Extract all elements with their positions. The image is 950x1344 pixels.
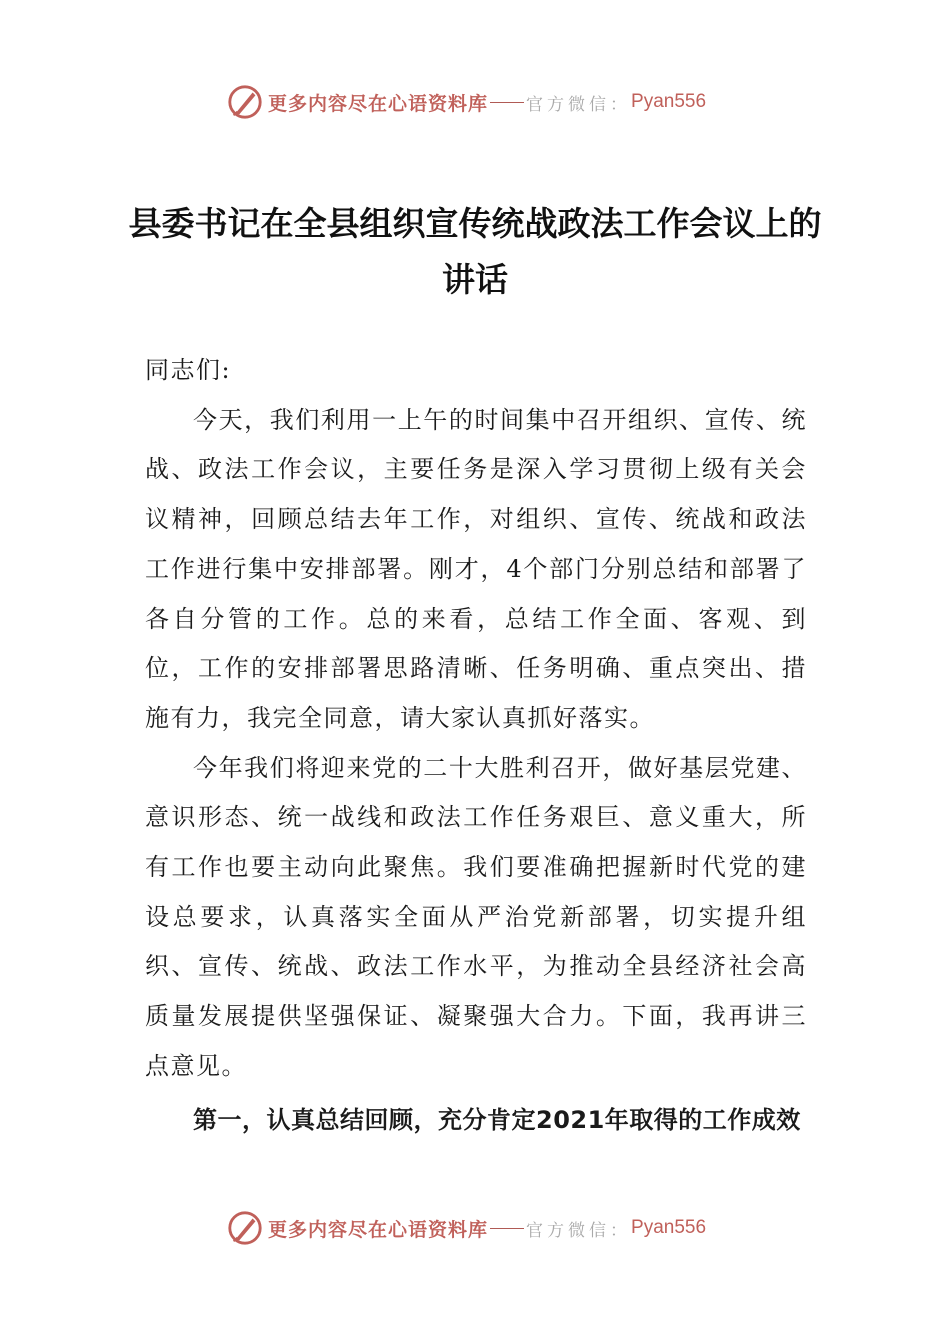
watermark-banner-top <box>226 82 746 122</box>
section-heading: 第一，认真总结回顾，充分肯定2021年取得的工作成效 <box>193 1105 801 1134</box>
watermark-banner-bottom <box>226 1208 746 1248</box>
body-paragraph-2: 今年我们将迎来党的二十大胜利召开，做好基层党建、意识形态、统一战线和政法工作任务艰巨、意义重大，所有工作也要主动向此聚焦。我们要准确把握新时代党的建设总要求，认真落实全面从严治党新部署，切实提升组织、宣传、统战、政法工作水平，为推动全县经济社会高质量发展提供坚强保证、凝聚强大合力。下面，我再讲三点意见。 <box>145 753 807 1080</box>
watermark-brand: 更多内容尽在心语资料库 <box>268 92 489 115</box>
watermark-official: 官方微信： <box>526 1220 632 1241</box>
salutation: 同志们: <box>145 356 232 384</box>
watermark-official: 官方微信： <box>526 94 632 115</box>
quill-logo-icon <box>226 1209 264 1247</box>
body-paragraph-1: 今天，我们利用一上午的时间集中召开组织、宣传、统战、政法工作会议，主要任务是深入学习贯彻上级有关会议精神，回顾总结去年工作，对组织、宣传、统战和政法工作进行集中安排部署。刚才，4个部门分别总结和部署了各自分管的工作。总的来看，总结工作全面、客观、到位，工作的安排部署思路清晰、任务明确、重点突出、措施有力，我完全同意，请大家认真抓好落实。 <box>145 405 807 732</box>
document-title: 县委书记在全县组织宣传统战政法工作会议上的讲话 <box>128 204 822 299</box>
quill-logo-icon <box>226 83 264 121</box>
watermark-id: Pyan556 <box>631 91 707 112</box>
document-body <box>145 346 807 1142</box>
watermark-id: Pyan556 <box>631 1217 707 1238</box>
watermark-brand: 更多内容尽在心语资料库 <box>268 1218 489 1241</box>
watermark-dash <box>490 102 524 103</box>
watermark-dash <box>490 1228 524 1229</box>
